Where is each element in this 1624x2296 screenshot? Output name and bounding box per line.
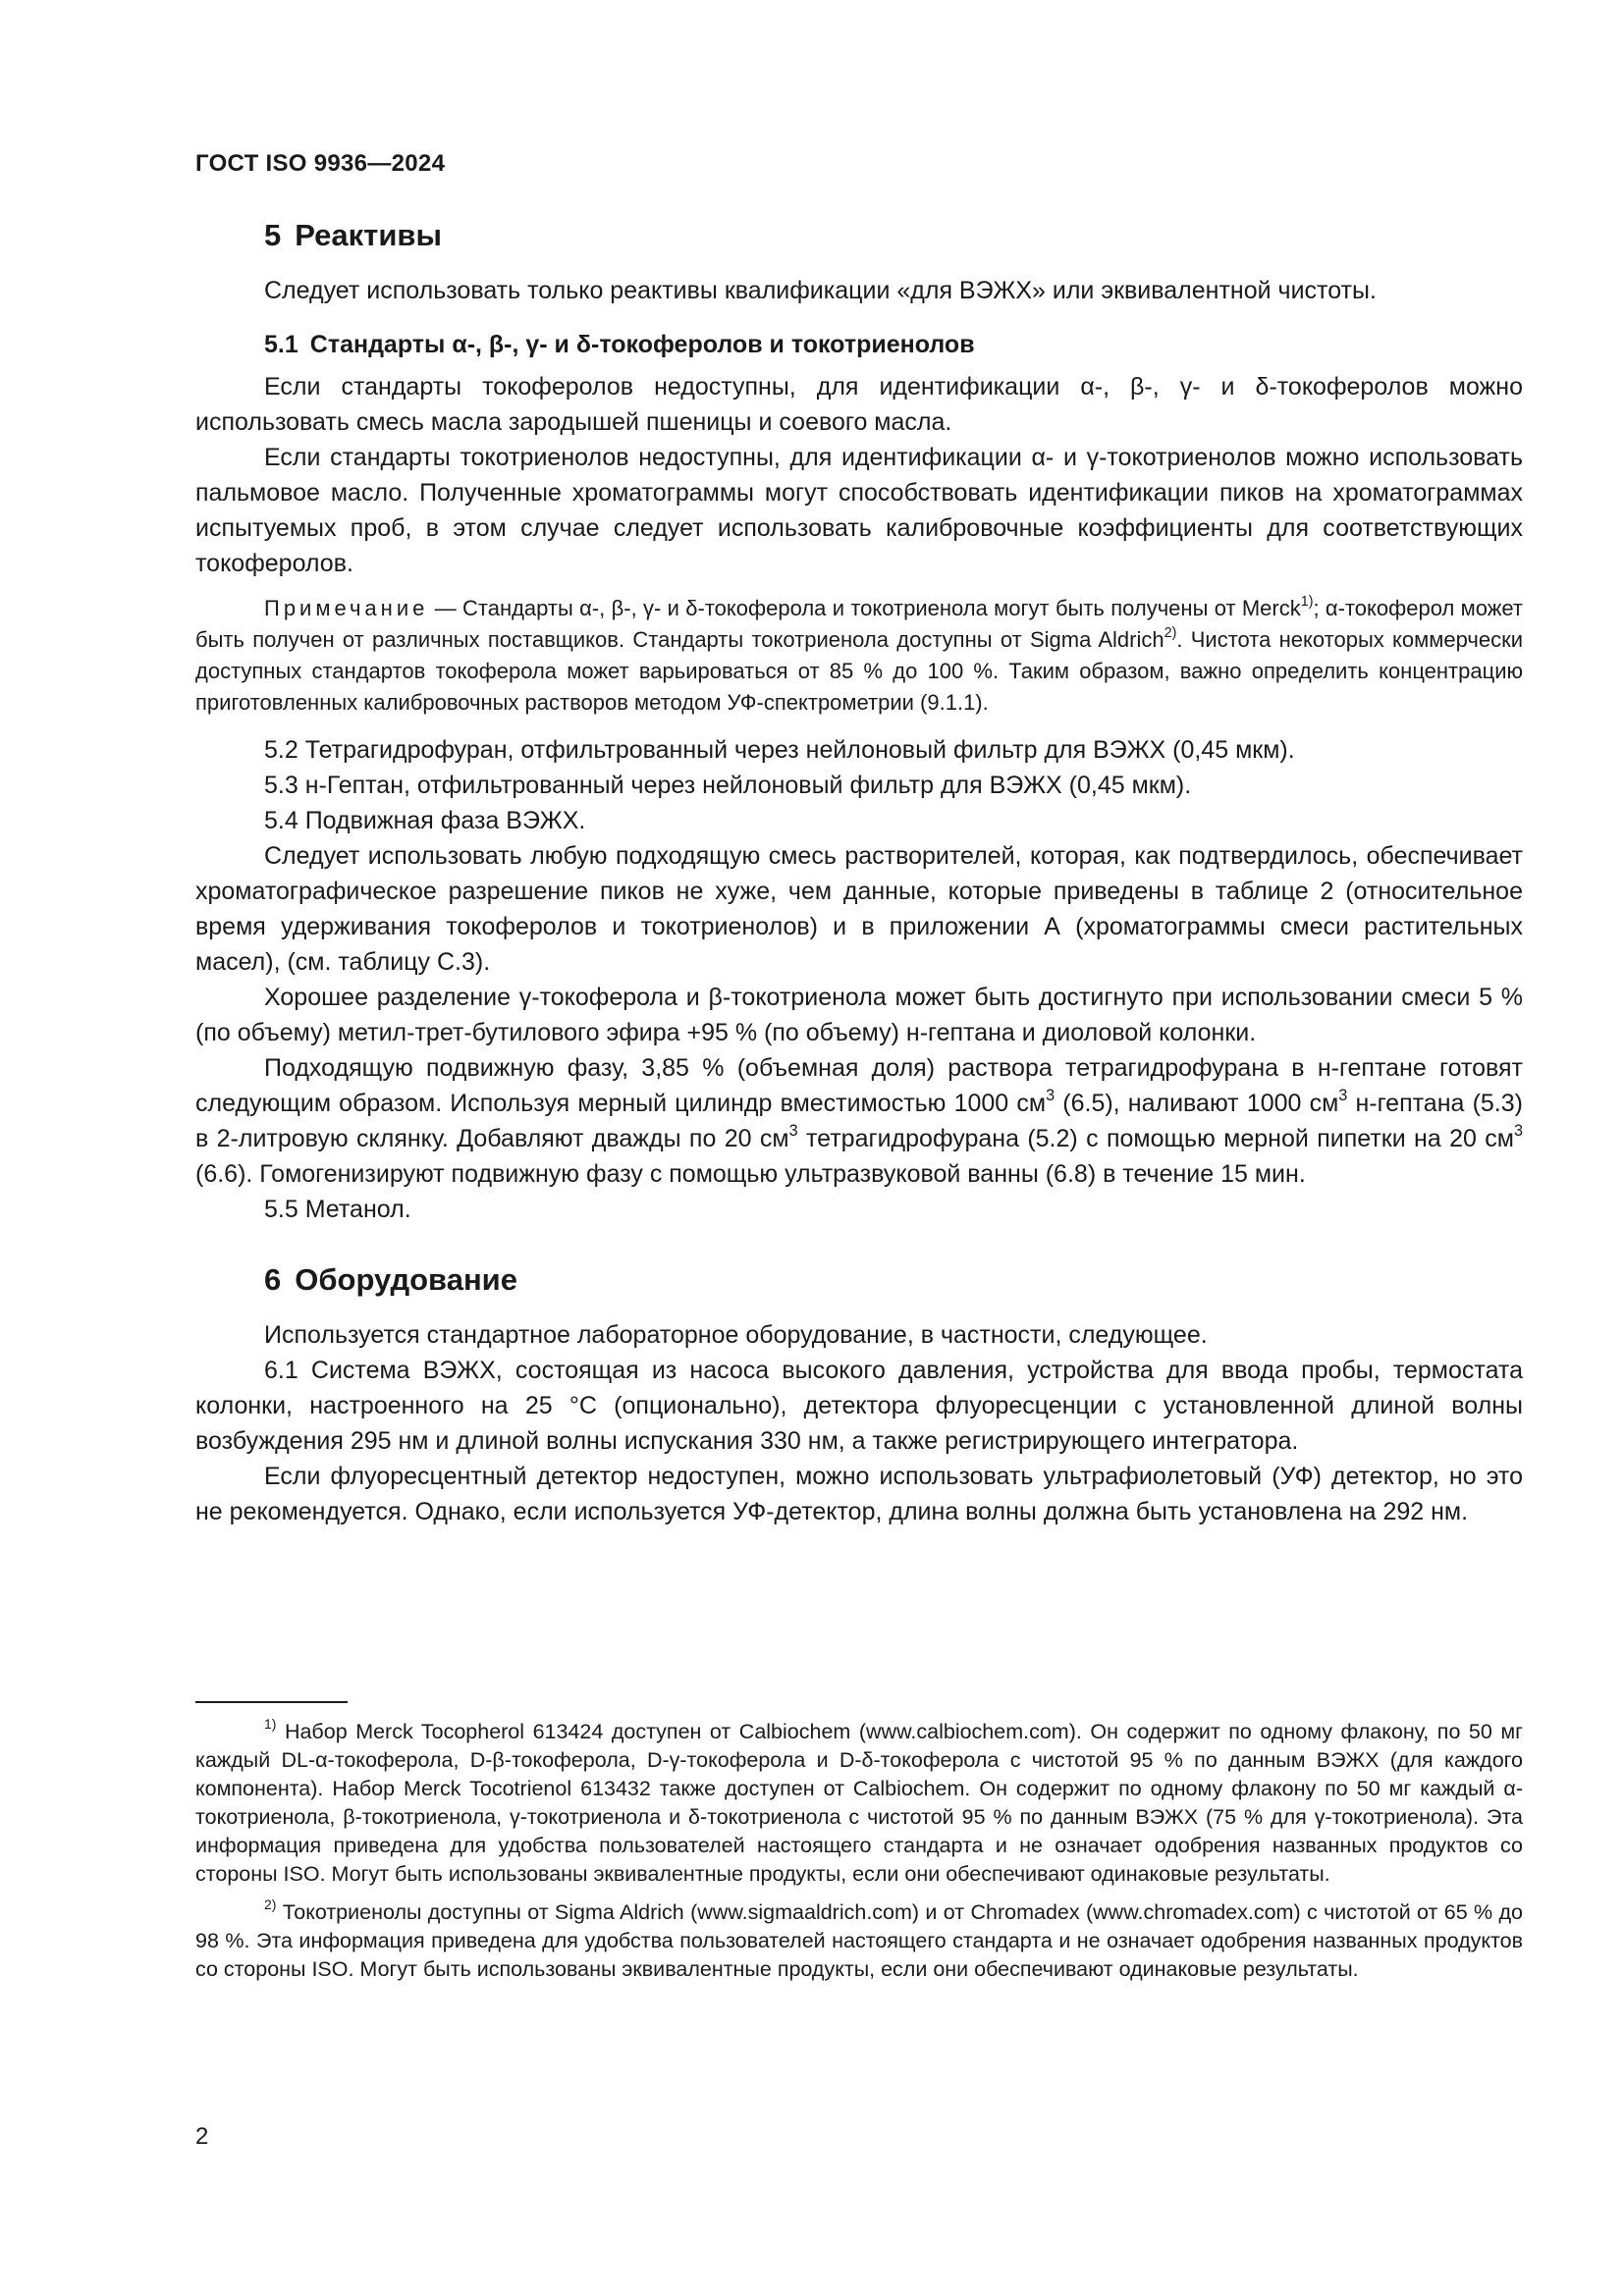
section-title: Оборудование <box>295 1262 517 1297</box>
list-item: 5.4 Подвижная фаза ВЭЖХ. <box>264 807 586 834</box>
superscript: 3 <box>1513 1122 1523 1141</box>
note <box>195 593 1523 719</box>
list-item: 5.5 Метанол. <box>264 1196 411 1223</box>
section-number: 6 <box>264 1262 282 1297</box>
footnote-mark: 2) <box>264 1896 277 1913</box>
note-text: ; α-токоферол может быть получен от различных поставщиков. Стандарты токотриенола доступны от Sigma Aldrich <box>195 596 1524 652</box>
section-number: 5 <box>264 218 282 252</box>
paragraph <box>195 1050 1523 1192</box>
note-text: . Чистота некоторых коммерчески доступных стандартов токоферола может варьироваться от 85 % до 100 %. Таким образом, важно определить концентрацию приготовленных калибровочных растворов методом УФ-спектрометрии (9.1.1). <box>195 627 1523 715</box>
footnote-separator <box>195 1701 348 1703</box>
footnote-ref: 2) <box>1164 625 1177 642</box>
text-run: Подходящую подвижную фазу, 3,85 % (объемная доля) раствора тетрагидрофурана в н-гептане готовят следующим образом. Используя мерный цилиндр вместимостью 1000 см <box>195 1054 1523 1117</box>
footnotes <box>195 1718 1523 1994</box>
paragraph: Если стандарты токотриенолов недоступны, для идентификации α- и γ-токотриенолов можно использовать пальмовое масло. Полученные хроматограммы могут способствовать идентификации пиков на хроматограммах испытуемых проб, в этом случае следует использовать калибровочные коэффициенты для соответствующих токоферолов. <box>195 444 1523 577</box>
superscript: 3 <box>1338 1087 1348 1105</box>
list-item: 5.2 Тетрагидрофуран, отфильтрованный через нейлоновый фильтр для ВЭЖХ (0,45 мкм). <box>264 736 1295 764</box>
section-heading-equipment <box>264 1260 1523 1300</box>
document-header: ГОСТ ISO 9936—2024 <box>195 150 446 177</box>
footnote <box>195 1718 1523 1889</box>
text-run: (6.6). Гомогенизируют подвижную фазу с помощью ультразвуковой ванны (6.8) в течение 15 мин. <box>195 1160 1306 1188</box>
paragraph: Если стандарты токоферолов недоступны, для идентификации α-, β-, γ- и δ-токоферолов можно использовать смесь масла зародышей пшеницы и соевого масла. <box>195 373 1523 436</box>
footnote <box>195 1898 1523 1984</box>
footnote-ref: 1) <box>1300 594 1314 611</box>
section-intro: Используется стандартное лабораторное оборудование, в частности, следующее. <box>264 1321 1208 1349</box>
footnote-text: Набор Merck Tocopherol 613424 доступен от Calbiochem (www.calbiochem.com). Он содержит по одному флакону, по 50 мг каждый DL-α-токоферола, D-β-токоферола, D-γ-токоферола и D-δ-токоферола с чистотой 95 % по данным ВЭЖХ (для каждого компонента). Набор Merck Tocotrienol 613432 также доступен от Calbiochem. Он содержит по одному флакону по 50 мг каждый α-токотриенола, β-токотриенола, γ-токотриенола и δ-токотриенола с чистотой 95 % по данным ВЭЖХ (75 % для γ-токотриенола). Эта информация приведена для удобства пользователей настоящего стандарта и не означает одобрения названных продуктов со стороны ISO. Могут быть использованы эквивалентные продукты, если они обеспечивают одинаковые результаты. <box>195 1720 1523 1886</box>
page-number: 2 <box>195 2123 209 2150</box>
footnote-text: Токотриенолы доступны от Sigma Aldrich (www.sigmaaldrich.com) и от Chromadex (www.chromadex.com) с чистотой от 65 % до 98 %. Эта информация приведена для удобства пользователей настоящего стандарта и не означает одобрения названных продуктов со стороны ISO. Могут быть использованы эквивалентные продукты, если они обеспечивают одинаковые результаты. <box>195 1900 1523 1981</box>
footnote-mark: 1) <box>264 1716 277 1733</box>
list-item: 5.3 н-Гептан, отфильтрованный через нейлоновый фильтр для ВЭЖХ (0,45 мкм). <box>264 772 1192 799</box>
section-title: Реактивы <box>295 218 442 252</box>
paragraph: Хорошее разделение γ-токоферола и β-токотриенола может быть достигнуто при использовании смеси 5 % (по объему) метил-трет-бутилового эфира +95 % (по объему) н-гептана и диоловой колонки. <box>195 984 1523 1046</box>
note-text: — Стандарты α-, β-, γ- и δ-токоферола и токотриенола могут быть получены от Merck <box>428 596 1301 620</box>
list-item: 6.1 Система ВЭЖХ, состоящая из насоса высокого давления, устройства для ввода пробы, термостата колонки, настроенного на 25 °С (опционально), детектора флуоресценции с установленной длиной волны возбуждения 295 нм и длиной волны испускания 330 нм, а также регистрирующего интегратора. <box>195 1357 1523 1455</box>
text-run: н-гептана (5.3) в 2-литровую склянку. Добавляют дважды по 20 см <box>195 1090 1523 1152</box>
subsection-number: 5.1 <box>264 331 298 358</box>
paragraph: Если флуоресцентный детектор недоступен, можно использовать ультрафиолетовый (УФ) детектор, но это не рекомендуется. Однако, если используется УФ-детектор, длина волны должна быть установлена на 292 нм. <box>195 1463 1523 1525</box>
section-heading-reagents <box>264 216 1523 255</box>
text-run: (6.5), наливают 1000 см <box>1055 1090 1339 1117</box>
subsection-title: Стандарты α-, β-, γ- и δ-токоферолов и токотриенолов <box>309 331 975 358</box>
note-label: Примечание <box>264 596 429 620</box>
subsection-heading-standards <box>264 328 1523 361</box>
paragraph: Следует использовать любую подходящую смесь растворителей, которая, как подтвердилось, обеспечивает хроматографическое разрешение пиков не хуже, чем данные, которые приведены в таблице 2 (относительное время удерживания токоферолов и токотриенолов) и в приложении А (хроматограммы смеси растительных масел), (см. таблицу С.3). <box>195 842 1523 976</box>
superscript: 3 <box>1046 1087 1056 1105</box>
superscript: 3 <box>788 1122 798 1141</box>
section-intro: Следует использовать только реактивы квалификации «для ВЭЖХ» или эквивалентной чистоты. <box>264 277 1377 304</box>
main-content <box>195 216 1523 1529</box>
text-run: тетрагидрофурана (5.2) с помощью мерной пипетки на 20 см <box>797 1125 1514 1152</box>
